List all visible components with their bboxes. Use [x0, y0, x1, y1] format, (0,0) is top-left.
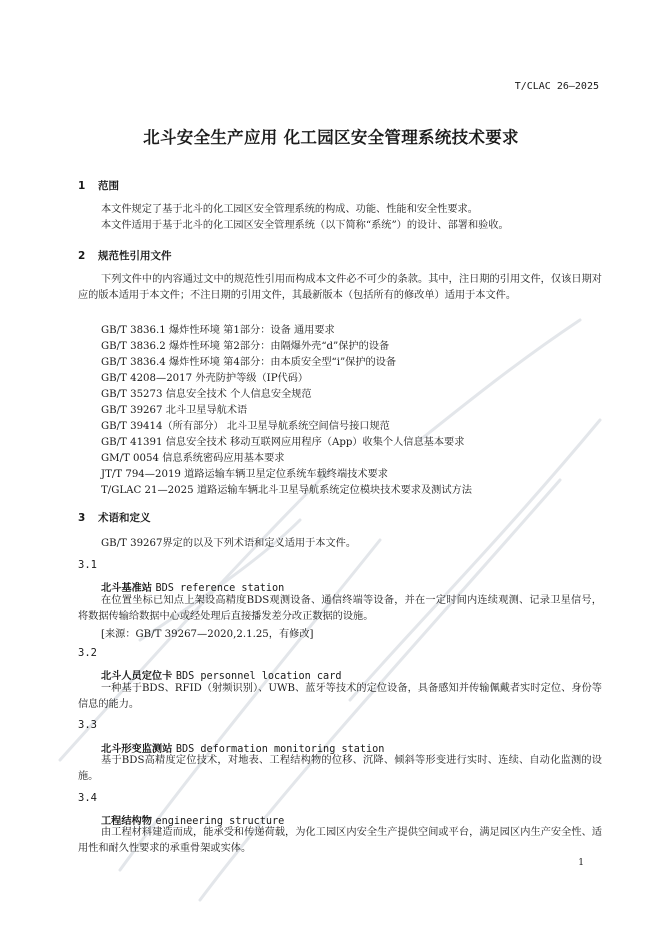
- section-number: 3: [78, 512, 86, 524]
- section-title: 范围: [98, 180, 119, 192]
- reference-item: GB/T 35273 信息安全技术 个人信息安全规范: [101, 389, 312, 400]
- section-title: 规范性引用文件: [98, 250, 172, 262]
- term-definition: 基于BDS高精度定位技术，对地表、工程结构物的位移、沉降、倾斜等形变进行实时、连续、自动化监测的设施。: [78, 755, 602, 783]
- section-number: 2: [78, 250, 86, 262]
- reference-item: GB/T 3836.4 爆炸性环境 第4部分：由本质安全型“i”保护的设备: [101, 357, 397, 368]
- term-title: [101, 667, 341, 682]
- section-title: 术语和定义: [98, 512, 151, 524]
- section-heading-scope: [78, 178, 119, 193]
- term-english: BDS personnel location card: [175, 671, 342, 682]
- reference-item: GB/T 4208—2017 外壳防护等级（IP代码）: [101, 373, 309, 384]
- scope-paragraph-2: 本文件适用于基于北斗的化工园区安全管理系统（以下简称“系统”）的设计、部署和验收。: [101, 220, 509, 231]
- term-english: engineering structure: [155, 816, 285, 827]
- section-number: 1: [78, 180, 86, 192]
- reference-item: GB/T 3836.1 爆炸性环境 第1部分：设备 通用要求: [101, 325, 335, 336]
- term-definition: 在位置坐标已知点上架设高精度BDS观测设备、通信终端等设备，并在一定时间内连续观测、记录卫星信号，将数据传输给数据中心或经处理后直接播发差分改正数据的设施。: [78, 595, 602, 623]
- section-heading-terms: [78, 510, 151, 525]
- reference-item: GB/T 39267 北斗卫星导航术语: [101, 405, 248, 416]
- term-chinese: 北斗人员定位卡: [101, 671, 173, 682]
- page-number: 1: [578, 858, 584, 868]
- term-english: BDS reference station: [155, 583, 285, 594]
- term-number: 3.4: [78, 792, 97, 804]
- term-source: [来源：GB/T 39267—2020,2.1.25，有修改]: [101, 629, 314, 640]
- scope-paragraph-1: 本文件规定了基于北斗的化工园区安全管理系统的构成、功能、性能和安全性要求。: [101, 204, 478, 215]
- reference-item: GB/T 3836.2 爆炸性环境 第2部分：由隔爆外壳“d”保护的设备: [101, 341, 390, 352]
- term-definition: 一种基于BDS、RFID（射频识别）、UWB、蓝牙等技术的定位设备，具备感知并传输佩戴者实时定位、身份等信息的能力。: [78, 683, 602, 711]
- reference-item: GM/T 0054 信息系统密码应用基本要求: [101, 453, 285, 464]
- term-chinese: 北斗形变监测站: [101, 744, 173, 755]
- term-definition: 由工程材料建造而成，能承受和传递荷载，为化工园区内安全生产提供空间或平台，满足园区内生产安全性、适用性和耐久性要求的承重骨架或实体。: [78, 827, 602, 855]
- term-number: 3.1: [78, 559, 97, 571]
- section-heading-normative: [78, 248, 172, 263]
- term-english: BDS deformation monitoring station: [175, 744, 385, 755]
- normative-intro: 下列文件中的内容通过文中的规范性引用而构成本文件必不可少的条款。其中，注日期的引用文件，仅该日期对应的版本适用于本文件；不注日期的引用文件，其最新版本（包括所有的修改单）适用于本文件。: [78, 274, 602, 302]
- term-number: 3.3: [78, 719, 97, 731]
- reference-item: T/GLAC 21—2025 道路运输车辆北斗卫星导航系统定位模块技术要求及测试方法: [101, 485, 472, 496]
- term-number: 3.2: [78, 647, 97, 659]
- page-title: 北斗安全生产应用 化工园区安全管理系统技术要求: [143, 128, 519, 147]
- reference-item: JT/T 794—2019 道路运输车辆卫星定位系统车载终端技术要求: [101, 469, 388, 480]
- document-number: T/CLAC 26—2025: [514, 81, 599, 92]
- reference-item: GB/T 39414（所有部分） 北斗卫星导航系统空间信号接口规范: [101, 421, 390, 432]
- term-chinese: 北斗基准站: [101, 583, 152, 594]
- reference-item: GB/T 41391 信息安全技术 移动互联网应用程序（App）收集个人信息基本要求: [101, 437, 465, 448]
- term-title: [101, 579, 284, 594]
- term-chinese: 工程结构物: [101, 816, 152, 827]
- terms-intro: GB/T 39267界定的以及下列术语和定义适用于本文件。: [101, 538, 357, 549]
